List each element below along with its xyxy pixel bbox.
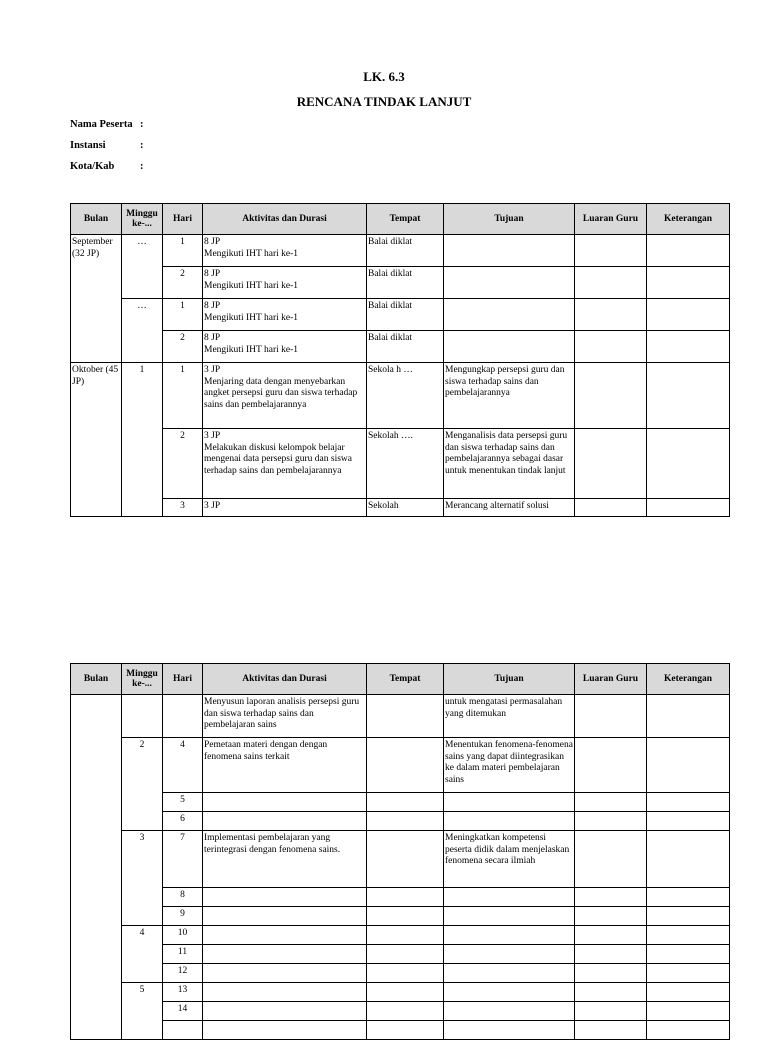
week-cell: 2: [122, 738, 163, 831]
table-row: [71, 1002, 730, 1021]
place-cell: [367, 983, 444, 1002]
table-row: [71, 812, 730, 831]
output-cell: [575, 299, 647, 331]
goal-cell: Mengungkap persepsi guru dan siswa terhadap sains dan pembelajarannya: [444, 363, 575, 429]
place-cell: Sekolah: [367, 499, 444, 517]
activity-duration: 8 JP: [204, 301, 221, 311]
note-cell: [647, 831, 730, 888]
note-cell: [647, 983, 730, 1002]
activity-cell: [203, 331, 367, 363]
activity-cell: [203, 907, 367, 926]
activity-duration: 3 JP: [204, 431, 221, 441]
output-cell: [575, 331, 647, 363]
output-cell: [575, 1002, 647, 1021]
goal-cell: [444, 1021, 575, 1040]
day-cell: 2: [163, 331, 203, 363]
note-cell: [647, 964, 730, 983]
header-aktivitas: Aktivitas dan Durasi: [203, 664, 367, 695]
note-cell: [647, 793, 730, 812]
place-cell: [367, 812, 444, 831]
place-cell: [367, 831, 444, 888]
activity-cell: [203, 1021, 367, 1040]
output-cell: [575, 695, 647, 738]
output-cell: [575, 499, 647, 517]
note-cell: [647, 363, 730, 429]
day-cell: 4: [163, 738, 203, 793]
output-cell: [575, 964, 647, 983]
day-cell: 10: [163, 926, 203, 945]
goal-cell: [444, 793, 575, 812]
table-row: [71, 964, 730, 983]
activity-cell: Menyusun laporan analisis persepsi guru dan siswa terhadap sains dan pembelajaran sains: [203, 695, 367, 738]
table-row: [71, 926, 730, 945]
plan-table-1: [70, 203, 730, 517]
activity-duration: 3 JP: [204, 365, 221, 375]
note-cell: [647, 738, 730, 793]
note-cell: [647, 331, 730, 363]
output-cell: [575, 793, 647, 812]
note-cell: [647, 926, 730, 945]
output-cell: [575, 738, 647, 793]
day-cell: 2: [163, 429, 203, 499]
place-cell: [367, 695, 444, 738]
activity-cell: [203, 793, 367, 812]
field-label: Instansi: [70, 140, 106, 151]
place-cell: [367, 1002, 444, 1021]
day-cell: 9: [163, 907, 203, 926]
table-row: [71, 1021, 730, 1040]
table-row: [71, 945, 730, 964]
output-cell: [575, 1021, 647, 1040]
place-cell: [367, 738, 444, 793]
note-cell: [647, 267, 730, 299]
place-cell: [367, 926, 444, 945]
header-luaran: Luaran Guru: [575, 664, 647, 695]
day-cell: 3: [163, 499, 203, 517]
activity-cell: [203, 429, 367, 499]
place-cell: [367, 793, 444, 812]
goal-cell: Menentukan fenomena-fenomena sains yang dapat diintegrasikan ke dalam materi pembelajaran sains: [444, 738, 575, 793]
goal-cell: [444, 331, 575, 363]
header-hari: Hari: [163, 204, 203, 235]
goal-cell: [444, 888, 575, 907]
activity-cell: [203, 1002, 367, 1021]
goal-cell: untuk mengatasi permasalahan yang ditemukan: [444, 695, 575, 738]
activity-text: Melakukan diskusi kelompok belajar mengenai data persepsi guru dan siswa terhadap sains dan pembelajarannya: [204, 442, 352, 476]
activity-duration: 8 JP: [204, 333, 221, 343]
field-colon: :: [140, 140, 144, 151]
header-hari: Hari: [163, 664, 203, 695]
table-row: [71, 831, 730, 888]
goal-cell: [444, 235, 575, 267]
day-cell: 1: [163, 235, 203, 267]
activity-duration: 3 JP: [204, 501, 221, 511]
day-cell: 1: [163, 363, 203, 429]
activity-cell: [203, 499, 367, 517]
header-minggu: Minggu ke-...: [122, 664, 163, 695]
activity-text: Mengikuti IHT hari ke-1: [204, 312, 299, 323]
note-cell: [647, 695, 730, 738]
output-cell: [575, 888, 647, 907]
table-row: [71, 907, 730, 926]
place-cell: Balai diklat: [367, 299, 444, 331]
day-cell: 11: [163, 945, 203, 964]
day-cell: 2: [163, 267, 203, 299]
goal-cell: [444, 267, 575, 299]
header-bulan: Bulan: [71, 664, 122, 695]
output-cell: [575, 267, 647, 299]
plan-table-2: [70, 663, 730, 1040]
header-tempat: Tempat: [367, 204, 444, 235]
table-row: [71, 695, 730, 738]
day-cell: 13: [163, 983, 203, 1002]
goal-cell: [444, 299, 575, 331]
goal-cell: Merancang alternatif solusi: [444, 499, 575, 517]
table-header-row: [71, 204, 730, 235]
activity-cell: [203, 235, 367, 267]
day-cell: 7: [163, 831, 203, 888]
day-cell: 14: [163, 1002, 203, 1021]
week-cell: 3: [122, 831, 163, 926]
goal-cell: [444, 945, 575, 964]
output-cell: [575, 235, 647, 267]
day-cell: 8: [163, 888, 203, 907]
field-colon: :: [140, 119, 144, 130]
goal-cell: [444, 1002, 575, 1021]
table-row: [71, 299, 730, 331]
table-row: [71, 793, 730, 812]
table-row: [71, 499, 730, 517]
table-header-row: [71, 664, 730, 695]
week-cell: …: [122, 299, 163, 363]
goal-cell: [444, 907, 575, 926]
output-cell: [575, 831, 647, 888]
activity-duration: 8 JP: [204, 237, 221, 247]
note-cell: [647, 235, 730, 267]
goal-cell: Meningkatkan kompetensi peserta didik dalam menjelaskan fenomena secara ilmiah: [444, 831, 575, 888]
table-row: [71, 363, 730, 429]
table-row: [71, 738, 730, 793]
table-row: [71, 331, 730, 363]
activity-text: Menjaring data dengan menyebarkan angket persepsi guru dan siswa terhadap sains dan pembelajarannya: [204, 376, 358, 410]
activity-cell: [203, 812, 367, 831]
table-row: [71, 235, 730, 267]
day-cell: [163, 695, 203, 738]
note-cell: [647, 945, 730, 964]
day-cell: 6: [163, 812, 203, 831]
header-tujuan: Tujuan: [444, 664, 575, 695]
place-cell: Balai diklat: [367, 331, 444, 363]
note-cell: [647, 429, 730, 499]
output-cell: [575, 907, 647, 926]
week-cell: 1: [122, 363, 163, 517]
place-cell: Sekola h …: [367, 363, 444, 429]
output-cell: [575, 812, 647, 831]
place-cell: [367, 945, 444, 964]
activity-text: Mengikuti IHT hari ke-1: [204, 280, 299, 291]
note-cell: [647, 907, 730, 926]
table-row: [71, 429, 730, 499]
activity-cell: [203, 888, 367, 907]
field-label: Kota/Kab: [70, 161, 115, 172]
output-cell: [575, 945, 647, 964]
output-cell: [575, 926, 647, 945]
header-tujuan: Tujuan: [444, 204, 575, 235]
activity-cell: [203, 299, 367, 331]
output-cell: [575, 363, 647, 429]
header-bulan: Bulan: [71, 204, 122, 235]
activity-cell: [203, 964, 367, 983]
day-cell: 1: [163, 299, 203, 331]
table-row: [71, 888, 730, 907]
month-cell: Oktober (45 JP): [71, 363, 122, 517]
note-cell: [647, 499, 730, 517]
document-subtitle: RENCANA TINDAK LANJUT: [296, 94, 472, 109]
field-colon: :: [140, 161, 144, 172]
day-cell: 12: [163, 964, 203, 983]
activity-cell: Pemetaan materi dengan dengan fenomena sains terkait: [203, 738, 367, 793]
activity-cell: [203, 267, 367, 299]
goal-cell: [444, 926, 575, 945]
activity-cell: [203, 363, 367, 429]
place-cell: Sekolah ….: [367, 429, 444, 499]
activity-text: Mengikuti IHT hari ke-1: [204, 248, 299, 259]
activity-text: Mengikuti IHT hari ke-1: [204, 344, 299, 355]
goal-cell: [444, 983, 575, 1002]
activity-duration: 8 JP: [204, 269, 221, 279]
note-cell: [647, 1002, 730, 1021]
place-cell: [367, 1021, 444, 1040]
week-cell: 5: [122, 983, 163, 1040]
table-row: [71, 983, 730, 1002]
week-cell: 4: [122, 926, 163, 983]
activity-cell: Implementasi pembelajaran yang terintegrasi dengan fenomena sains.: [203, 831, 367, 888]
place-cell: [367, 907, 444, 926]
week-cell: …: [122, 235, 163, 299]
note-cell: [647, 1021, 730, 1040]
goal-cell: Menganalisis data persepsi guru dan siswa terhadap sains dan pembelajarannya sebagai dasar untuk menentukan tindak lanjut: [444, 429, 575, 499]
place-cell: Balai diklat: [367, 267, 444, 299]
day-cell: 5: [163, 793, 203, 812]
week-cell: [122, 695, 163, 738]
header-aktivitas: Aktivitas dan Durasi: [203, 204, 367, 235]
header-keterangan: Keterangan: [647, 664, 730, 695]
header-luaran: Luaran Guru: [575, 204, 647, 235]
field-label: Nama Peserta: [70, 119, 133, 130]
month-cell: September (32 JP): [71, 235, 122, 363]
table-row: [71, 267, 730, 299]
activity-cell: [203, 926, 367, 945]
output-cell: [575, 983, 647, 1002]
day-cell: [163, 1021, 203, 1040]
activity-cell: [203, 983, 367, 1002]
place-cell: [367, 964, 444, 983]
note-cell: [647, 812, 730, 831]
place-cell: Balai diklat: [367, 235, 444, 267]
output-cell: [575, 429, 647, 499]
activity-cell: [203, 945, 367, 964]
header-tempat: Tempat: [367, 664, 444, 695]
header-keterangan: Keterangan: [647, 204, 730, 235]
header-minggu: Minggu ke-...: [122, 204, 163, 235]
goal-cell: [444, 812, 575, 831]
note-cell: [647, 299, 730, 331]
month-cell: [71, 695, 122, 1040]
note-cell: [647, 888, 730, 907]
document-title: LK. 6.3: [363, 69, 405, 84]
place-cell: [367, 888, 444, 907]
goal-cell: [444, 964, 575, 983]
